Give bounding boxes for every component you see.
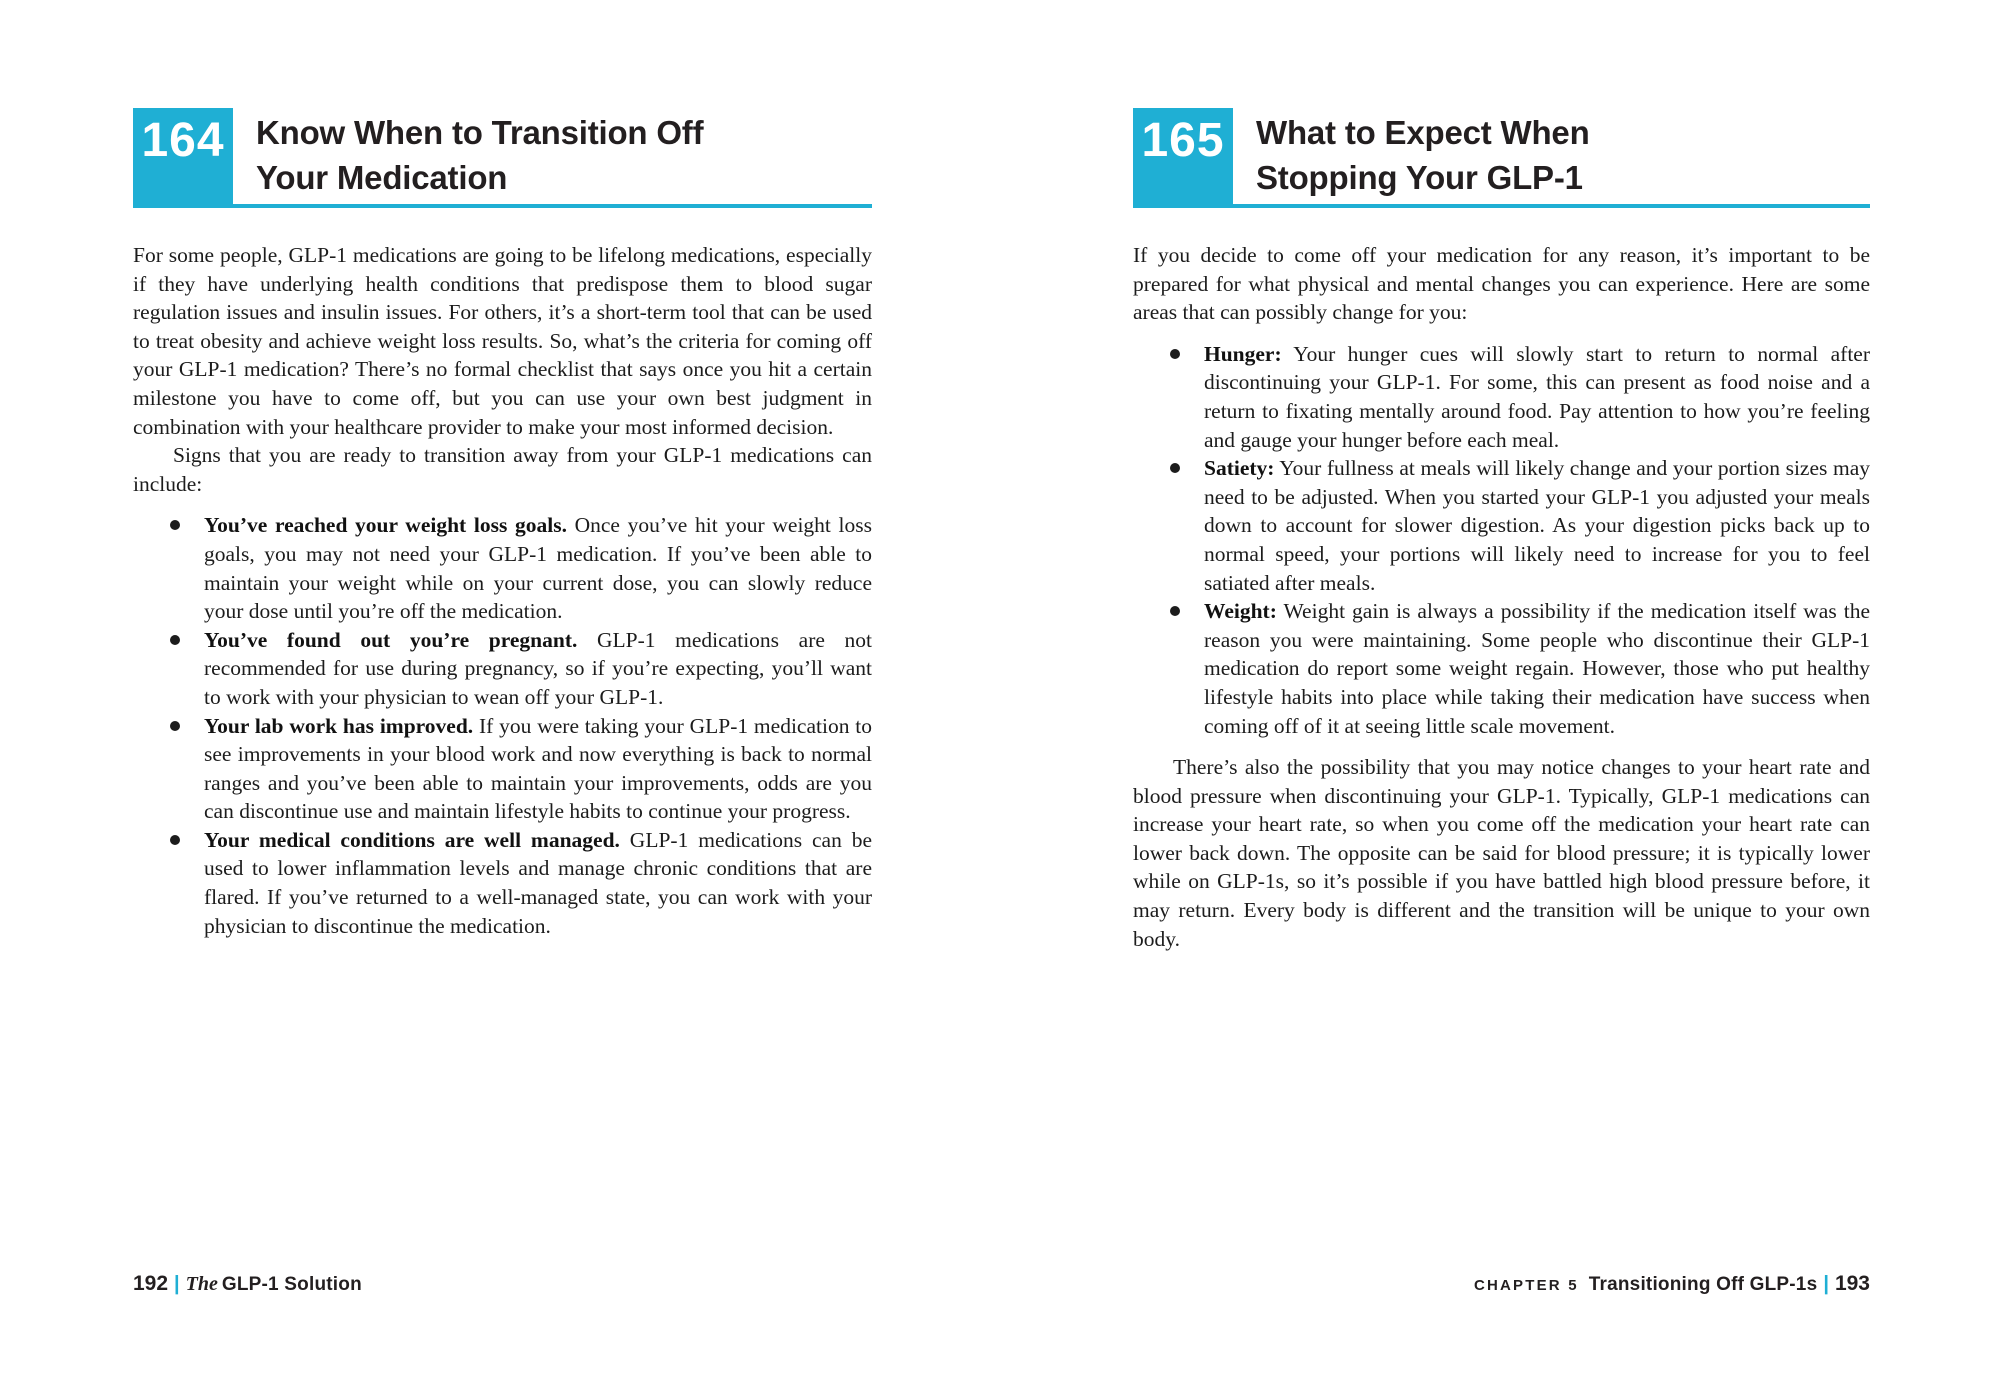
right-bullet-list: [1133, 340, 1870, 740]
list-item: [133, 511, 872, 625]
left-page: [133, 108, 872, 953]
right-section-number-badge: [1133, 108, 1233, 208]
right-section-header: [1133, 108, 1870, 208]
bullet-text: GLP-1 medications are not recommended for use during pregnancy, so if you’re expecting, you’ll want to work with your physician to wean off your GLP-1.: [204, 627, 873, 709]
left-title-underline-block: [233, 108, 872, 208]
left-section-title: [256, 110, 872, 200]
bullet-lead: Satiety:: [1204, 456, 1275, 481]
right-section-title: [1256, 110, 1870, 200]
right-intro-paragraph: If you decide to come off your medication for any reason, it’s important to be prepared for what physical and mental changes you can experience. Here are some areas that can possibly change for you:: [1133, 243, 1870, 325]
right-title-underline-block: [1233, 108, 1870, 208]
list-item: [1133, 454, 1870, 597]
book-title: GLP-1 Solution: [221, 1274, 362, 1295]
bullet-lead: Your lab work has improved.: [204, 713, 474, 738]
left-title-line1: Know When to Transition Off: [256, 114, 704, 151]
bullet-icon: [1170, 606, 1180, 616]
left-page-number: 192: [133, 1272, 169, 1295]
right-closing-paragraph: There’s also the possibility that you may notice changes to your heart rate and blood pressure when discontinuing your GLP-1. Typically, GLP-1 medications can increase your heart rate, so when you come off the medication your heart rate can lower back down. The opposite can be said for blood pressure; it is typically lower while on GLP-1s, so it’s possible if you have battled high blood pressure before, it may return. Every body is different and the transition will be unique to your own body.: [1133, 755, 1870, 951]
footer-separator: |: [1823, 1273, 1829, 1295]
left-intro-paragraph: For some people, GLP-1 medications are going to be lifelong medications, especially if they have underlying health conditions that predispose them to blood sugar regulation issues and insulin issues. For others, it’s a short-term tool that can be used to treat obesity and achieve weight loss results. So, what’s the criteria for coming off your GLP-1 medication? There’s no formal checklist that says once you hit a certain milestone you have to come off, but you can use your own best judgment in combination with your healthcare provider to make your most informed decision.: [133, 243, 872, 439]
left-body-copy: [133, 241, 872, 940]
list-item: [1133, 340, 1870, 454]
bullet-text: If you were taking your GLP-1 medication to see improvements in your blood work and now everything is back to normal ranges and you’ve been able to maintain your improvements, odds are you can discontinue use and maintain lifestyle habits to continue your progress.: [204, 713, 873, 824]
left-section-number: 164: [141, 114, 225, 167]
bullet-lead: You’ve found out you’re pregnant.: [204, 627, 578, 652]
left-page-footer: [133, 1272, 362, 1296]
bullet-icon: [170, 721, 180, 731]
list-item: [133, 626, 872, 712]
chapter-label: CHAPTER 5: [1473, 1277, 1579, 1294]
bullet-text: Once you’ve hit your weight loss goals, you may not need your GLP-1 medication. If you’ve been able to maintain your weight while on your current dose, you can slowly reduce your dose until you’re off the medication.: [204, 513, 872, 624]
left-title-line2: Your Medication: [256, 159, 508, 196]
left-section-number-badge: [133, 108, 233, 208]
bullet-icon: [170, 520, 180, 530]
bullet-text: Weight gain is always a possibility if the medication itself was the reason you were maintaining. Some people who discontinue their GLP-1 medication do report some weight regain. However, those who put healthy lifestyle habits into place while taking their medication have success when coming off of it at seeing little scale movement.: [1204, 599, 1870, 738]
bullet-icon: [1170, 349, 1180, 359]
bullet-lead: Your medical conditions are well managed.: [204, 827, 620, 852]
list-item: [133, 826, 872, 940]
footer-separator: |: [174, 1273, 180, 1295]
left-signs-paragraph: Signs that you are ready to transition away from your GLP-1 medications can include:: [133, 443, 872, 496]
bullet-lead: You’ve reached your weight loss goals.: [204, 513, 567, 538]
left-section-header: [133, 108, 872, 208]
right-body-copy: [1133, 241, 1870, 953]
list-item: [133, 712, 872, 826]
bullet-text: GLP-1 medications can be used to lower inflammation levels and manage chronic conditions that are flared. If you’ve returned to a well-managed state, you can work with your physician to discontinue the medication.: [204, 827, 873, 938]
book-title-the: The: [185, 1273, 218, 1295]
bullet-lead: Weight:: [1204, 599, 1277, 624]
bullet-text: Your fullness at meals will likely change and your portion sizes may need to be adjusted. When you started your GLP-1 you adjusted your meals down to account for slower digestion. As your digestion picks back up to normal speed, your portions will likely need to increase for you to feel satiated after meals.: [1204, 456, 1870, 595]
right-section-number: 165: [1141, 114, 1225, 167]
list-item: [1133, 597, 1870, 740]
right-title-line1: What to Expect When: [1256, 114, 1590, 151]
right-page: [1133, 108, 1870, 953]
right-title-line2: Stopping Your GLP-1: [1256, 159, 1583, 196]
right-page-footer: [1474, 1272, 1870, 1296]
bullet-icon: [170, 635, 180, 645]
bullet-lead: Hunger:: [1204, 341, 1282, 366]
bullet-icon: [170, 835, 180, 845]
bullet-text: Your hunger cues will slowly start to return to normal after discontinuing your GLP-1. For some, this can present as food noise and a return to fixating mentally around food. Pay attention to how you’re feeling and gauge your hunger before each meal.: [1204, 341, 1870, 452]
bullet-icon: [1170, 463, 1180, 473]
right-page-number: 193: [1834, 1272, 1870, 1295]
left-bullet-list: [133, 511, 872, 940]
chapter-title: Transitioning Off GLP-1s: [1588, 1274, 1818, 1295]
